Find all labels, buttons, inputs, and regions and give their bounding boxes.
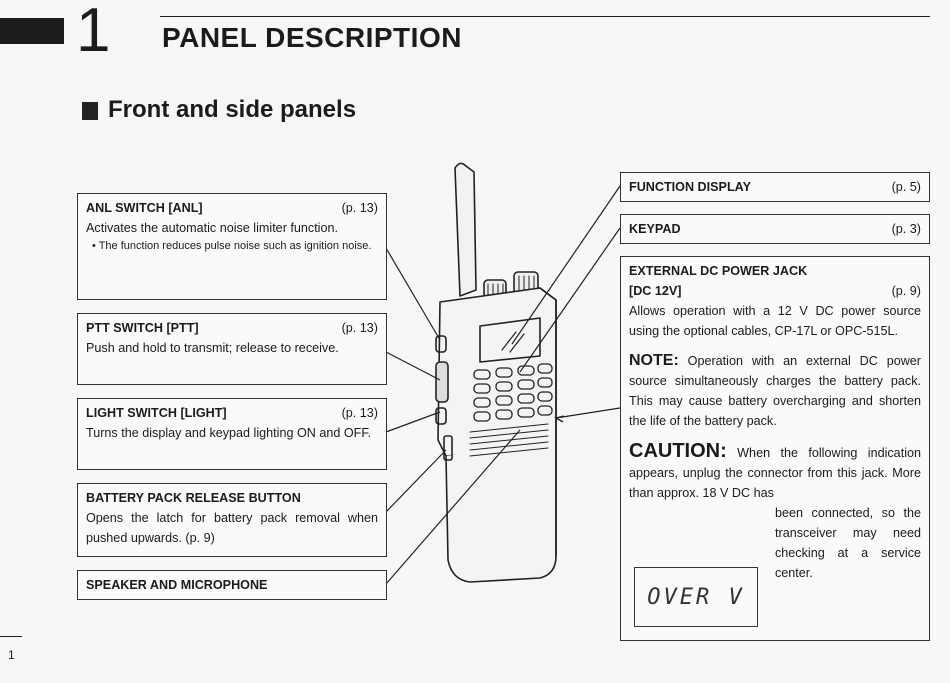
chapter-number: 1 — [76, 0, 111, 65]
callout-note: • The function reduces pulse noise such as ignition noise. — [92, 240, 372, 252]
page-title: PANEL DESCRIPTION — [162, 22, 462, 53]
page-reference: (p. 13) — [341, 201, 378, 215]
callout-description: Activates the automatic noise limiter function. — [86, 221, 338, 235]
lcd-over-voltage-indicator: OVER V — [634, 567, 758, 627]
caution-text: When the following indication appears, unplug the connector from this jack. More than approx. 18 V DC has — [629, 446, 921, 500]
callout-label: SPEAKER AND MICROPHONE — [86, 578, 268, 592]
callout-description: Allows operation with a 12 V DC power source using the optional cables, CP-17L or OPC-515L. — [629, 304, 921, 338]
callout-light-switch — [77, 398, 387, 470]
callout-label: EXTERNAL DC POWER JACK — [629, 264, 808, 278]
page-reference: (p. 9) — [891, 284, 921, 298]
section-title: Front and side panels — [108, 96, 357, 123]
note-paragraph — [629, 351, 921, 431]
callout-keypad — [620, 214, 930, 244]
callout-label: BATTERY PACK RELEASE BUTTON — [86, 491, 301, 505]
note-label: NOTE: — [629, 352, 679, 369]
callout-battery-release — [77, 483, 387, 557]
callout-anl-switch — [77, 193, 387, 300]
note-text: Operation with an external DC power source simultaneously charges the battery pack. This may cause battery overcharging and shorten the life of the battery pack. — [629, 354, 922, 428]
callout-label-sub: [DC 12V] — [629, 284, 682, 298]
page-reference: (p. 5) — [891, 180, 921, 194]
caution-continuation: been connected, so the transceiver may need checking at a service center. — [775, 506, 921, 580]
callout-description — [86, 508, 378, 548]
margin-rule — [0, 636, 22, 637]
page-reference: (p. 3) — [891, 222, 921, 236]
callout-description: Push and hold to transmit; release to receive. — [86, 341, 339, 355]
page-reference: (p. 13) — [341, 406, 378, 420]
callout-label: FUNCTION DISPLAY — [629, 180, 751, 194]
page-reference: (p. 13) — [341, 321, 378, 335]
callout-label: ANL SWITCH [ANL] — [86, 201, 203, 215]
caution-label: CAUTION: — [629, 440, 727, 462]
callout-label: PTT SWITCH [PTT] — [86, 321, 199, 335]
callout-label: KEYPAD — [629, 222, 681, 236]
page-number: 1 — [8, 648, 15, 662]
callout-ptt-switch — [77, 313, 387, 385]
caution-paragraph — [629, 441, 921, 503]
page-reference: (p. 9) — [185, 531, 215, 545]
callout-function-display — [620, 172, 930, 202]
callout-label: LIGHT SWITCH [LIGHT] — [86, 406, 227, 420]
callout-speaker-microphone — [77, 570, 387, 600]
callout-description: Turns the display and keypad lighting ON and OFF. — [86, 426, 372, 440]
callout-description-text: Opens the latch for battery pack removal when pushed upwards. — [86, 511, 378, 545]
